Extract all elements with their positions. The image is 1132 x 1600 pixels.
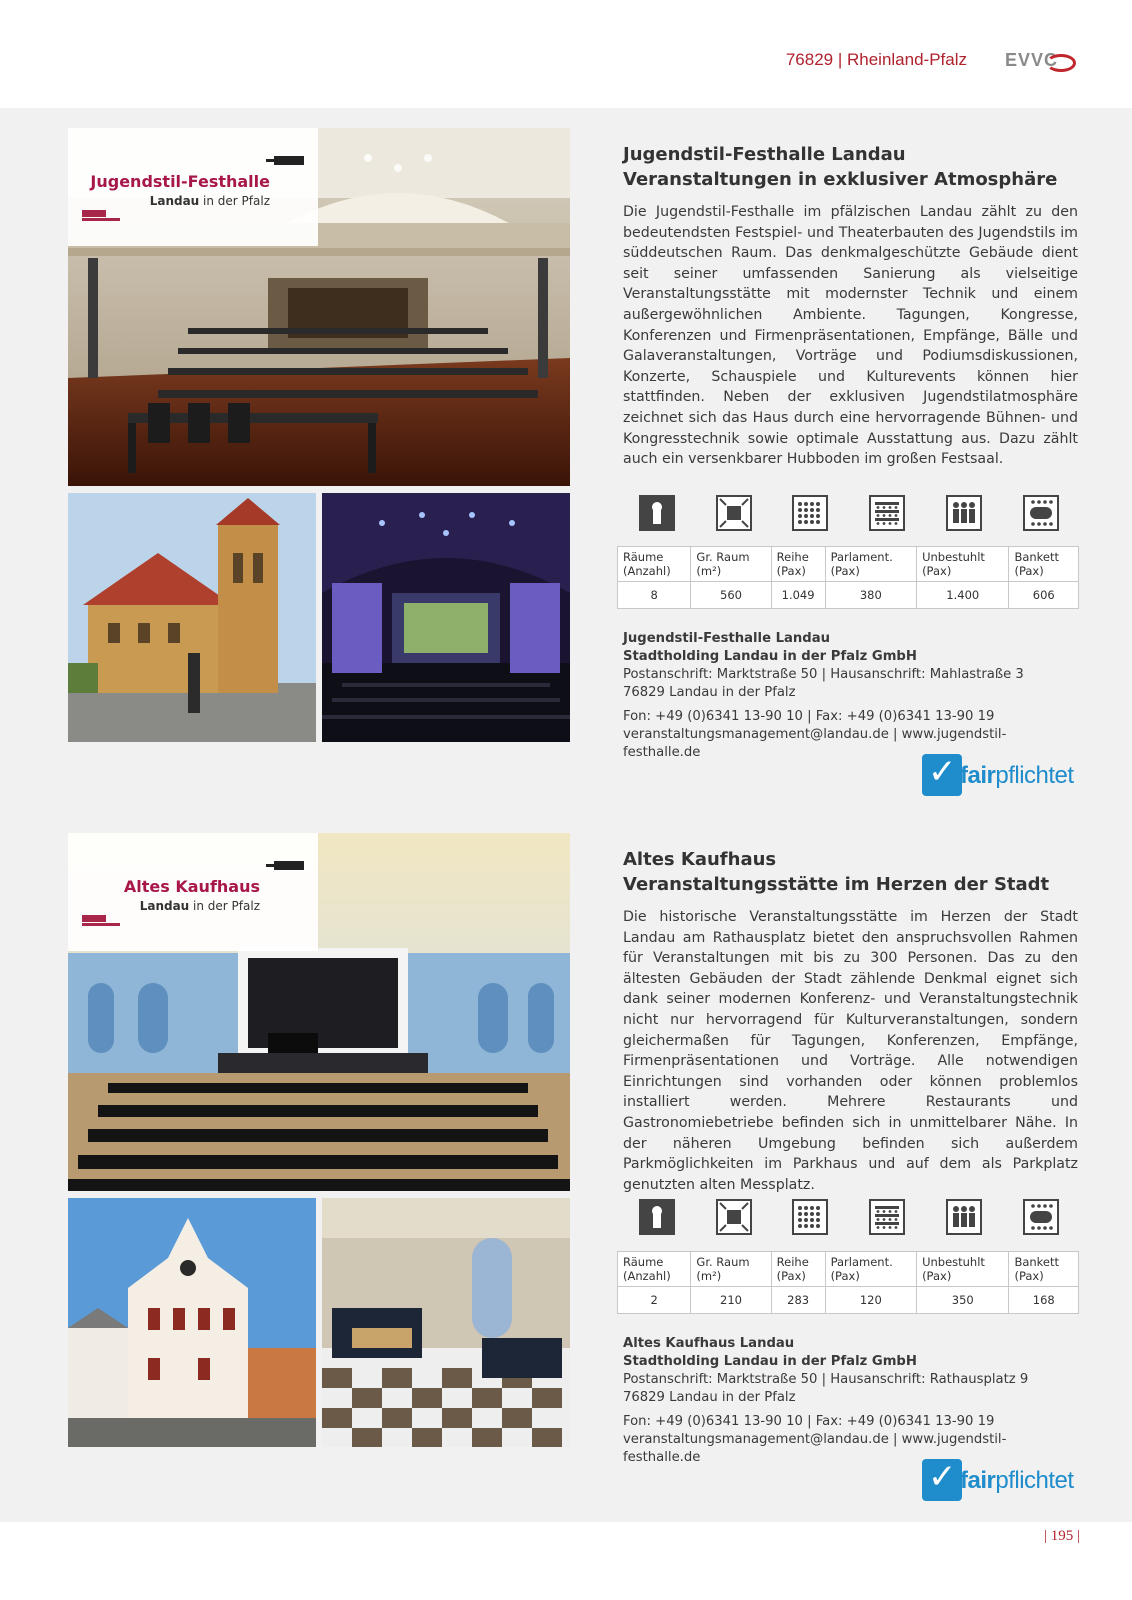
- page-footer: [0, 1522, 1132, 1600]
- festhalle-concert-photo: [322, 493, 570, 742]
- table-cell: 606: [1009, 582, 1079, 609]
- table-header-cell: Räume (Anzahl): [618, 547, 691, 582]
- table-cell: 210: [691, 1287, 771, 1314]
- label-decoration: [266, 159, 274, 162]
- contact-web-link[interactable]: veranstaltungsmanagement@landau.de | www.jugendstil-festhalle.de: [623, 1432, 1007, 1465]
- table-cell: 120: [825, 1287, 917, 1314]
- label-decoration: [82, 915, 106, 922]
- table-header-cell: Unbestuhlt (Pax): [917, 1252, 1009, 1287]
- venue-description: Die Jugendstil-Festhalle im pfälzischen Landau zählt zu den bedeutendsten Festspiel- und Theaterbauten des Jugendstils im süddeutschen Raum. Das denkmalgeschützte Gebäude dient seit seiner umfassenden Sanierung als vielseitige Veranstaltungsstätte mit modernster Technik und einem außergewöhnlichen Ambiente. Tagungen, Kongresse, Konferenzen und Firmenpräsentationen, Empfänge, Bälle und Galaveranstaltungen, Vorträge und Podiumsdiskussionen, Konzerte, Schauspiele und Kulturevents können hier stattfinden. Neben der exklusiven Jugendstilatmosphäre zeichnet sich das Haus durch eine hervorragende Bühnen- und Kongresstechnik sowie optimale Ausstattung aus. Dazu zählt auch ein versenkbarer Hubboden im großen Festsaal.: [623, 204, 1078, 468]
- contact-name: Altes Kaufhaus Landau: [623, 1336, 795, 1351]
- venue-label-title: Jugendstil-Festhalle: [90, 172, 270, 191]
- venue-label-box: [68, 128, 318, 246]
- room-count-icon: [639, 1199, 675, 1235]
- page-number: | 195 |: [1043, 1528, 1080, 1544]
- standing-icon: [946, 495, 982, 531]
- table-cell: 1.049: [771, 582, 825, 609]
- table-header-cell: Unbestuhlt (Pax): [917, 547, 1009, 582]
- capacity-icons-row: [617, 495, 1079, 539]
- table-header-cell: Parlament. (Pax): [825, 1252, 917, 1287]
- contact-name: Jugendstil-Festhalle Landau: [623, 631, 831, 646]
- table-header-cell: Reihe (Pax): [771, 547, 825, 582]
- label-region: in der Pfalz: [199, 194, 270, 208]
- evvc-logo: EVVC: [1004, 50, 1058, 70]
- table-cell: 2: [618, 1287, 691, 1314]
- banquet-icon: [1023, 1199, 1059, 1235]
- table-cell: 283: [771, 1287, 825, 1314]
- label-decoration: [82, 923, 120, 926]
- capacity-icons-row: [617, 1199, 1079, 1243]
- contact-address: Postanschrift: Marktstraße 50 | Hausanschrift: Mahlastraße 3: [623, 667, 1024, 682]
- venue-description: Die historische Veranstaltungsstätte im Herzen der Stadt Landau am Rathausplatz bietet den anspruchsvollen Rahmen für Veranstaltungen mit bis zu 300 Personen. Das zu den ältesten Gebäuden der Stadt zählende Denkmal eignet sich dank seiner modernen Konferenz- und Veranstaltungstechnik nicht nur hervorragend für Kulturveranstaltungen, sondern gleichermaßen für Tagungen, Konferenzen, Empfänge, Firmenpräsentationen und Vorträge. Alle notwendigen Einrichtungen sind vorhanden oder können problemlos installiert werden. Mehrere Restaurants und Gastronomiebetriebe befinden sich in unmittelbarer Nähe. In der näheren Umgebung befinden sich außerdem Parkmöglichkeiten im Parkhaus und auf dem als Parkplatz genutzten alten Messplatz.: [623, 909, 1078, 1193]
- venue-heading-title: Jugendstil-Festhalle Landau: [623, 144, 906, 165]
- label-decoration: [274, 861, 304, 870]
- table-header-row: [618, 547, 1079, 582]
- venue-label-box: [68, 833, 318, 951]
- fairpflichtet-logo: [922, 754, 1082, 798]
- table-row: [618, 1287, 1079, 1314]
- kaufhaus-exterior-photo: [68, 1198, 316, 1447]
- label-decoration: [274, 156, 304, 165]
- table-row: [618, 582, 1079, 609]
- region-label: 76829 | Rheinland-Pfalz: [785, 50, 967, 69]
- table-header-cell: Parlament. (Pax): [825, 547, 917, 582]
- row-seating-icon: [792, 495, 828, 531]
- venue-label-title: Altes Kaufhaus: [123, 877, 260, 896]
- largest-room-icon: [716, 495, 752, 531]
- parliament-seating-icon: [869, 1199, 905, 1235]
- contact-web-link[interactable]: veranstaltungsmanagement@landau.de | www.jugendstil-festhalle.de: [623, 727, 1007, 760]
- contact-block: [623, 1335, 1083, 1467]
- venue-heading-subtitle: Veranstaltungen in exklusiver Atmosphäre: [623, 169, 1058, 190]
- contact-phone: Fon: +49 (0)6341 13-90 10 | Fax: +49 (0)6341 13-90 19: [623, 1414, 995, 1429]
- venue-label-subtitle: [140, 899, 260, 913]
- evvc-logo-swoosh-icon: [1046, 54, 1076, 72]
- capacity-table: [617, 1251, 1079, 1314]
- kaufhaus-hall-photo: [322, 1198, 570, 1447]
- table-header-cell: Gr. Raum (m²): [691, 547, 771, 582]
- table-cell: 560: [691, 582, 771, 609]
- festhalle-exterior-photo: [68, 493, 316, 742]
- checkmark-icon: ✓: [922, 754, 962, 796]
- fairpflichtet-text: fairpflichtet: [960, 762, 1074, 789]
- label-decoration: [82, 218, 120, 221]
- contact-address: Postanschrift: Marktstraße 50 | Hausanschrift: Rathausplatz 9: [623, 1372, 1029, 1387]
- table-header-row: [618, 1252, 1079, 1287]
- label-decoration: [266, 864, 274, 867]
- table-cell: 8: [618, 582, 691, 609]
- contact-city: 76829 Landau in der Pfalz: [623, 685, 796, 700]
- contact-block: [623, 630, 1083, 762]
- table-header-cell: Gr. Raum (m²): [691, 1252, 771, 1287]
- venue-heading-subtitle: Veranstaltungsstätte im Herzen der Stadt: [623, 874, 1050, 895]
- fairpflichtet-logo: [922, 1459, 1082, 1503]
- parliament-seating-icon: [869, 495, 905, 531]
- contact-organization: Stadtholding Landau in der Pfalz GmbH: [623, 1354, 917, 1369]
- checkmark-icon: ✓: [922, 1459, 962, 1501]
- venue-heading: [623, 847, 1078, 897]
- table-header-cell: Bankett (Pax): [1009, 1252, 1079, 1287]
- contact-phone: Fon: +49 (0)6341 13-90 10 | Fax: +49 (0)6341 13-90 19: [623, 709, 995, 724]
- banquet-icon: [1023, 495, 1059, 531]
- table-cell: 1.400: [917, 582, 1009, 609]
- row-seating-icon: [792, 1199, 828, 1235]
- label-city: Landau: [139, 899, 190, 913]
- venue-label-subtitle: [150, 194, 270, 208]
- table-header-cell: Reihe (Pax): [771, 1252, 825, 1287]
- table-cell: 350: [917, 1287, 1009, 1314]
- table-header-cell: Räume (Anzahl): [618, 1252, 691, 1287]
- table-header-cell: Bankett (Pax): [1009, 547, 1079, 582]
- table-cell: 380: [825, 582, 917, 609]
- contact-city: 76829 Landau in der Pfalz: [623, 1390, 796, 1405]
- venue-heading: [623, 142, 1078, 192]
- contact-organization: Stadtholding Landau in der Pfalz GmbH: [623, 649, 917, 664]
- label-decoration: [82, 210, 106, 217]
- standing-icon: [946, 1199, 982, 1235]
- largest-room-icon: [716, 1199, 752, 1235]
- capacity-table: [617, 546, 1079, 609]
- page-header: [0, 0, 1132, 108]
- label-city: Landau: [149, 194, 200, 208]
- venue-heading-title: Altes Kaufhaus: [623, 849, 777, 870]
- room-count-icon: [639, 495, 675, 531]
- label-region: in der Pfalz: [189, 899, 260, 913]
- table-cell: 168: [1009, 1287, 1079, 1314]
- fairpflichtet-text: fairpflichtet: [960, 1467, 1074, 1494]
